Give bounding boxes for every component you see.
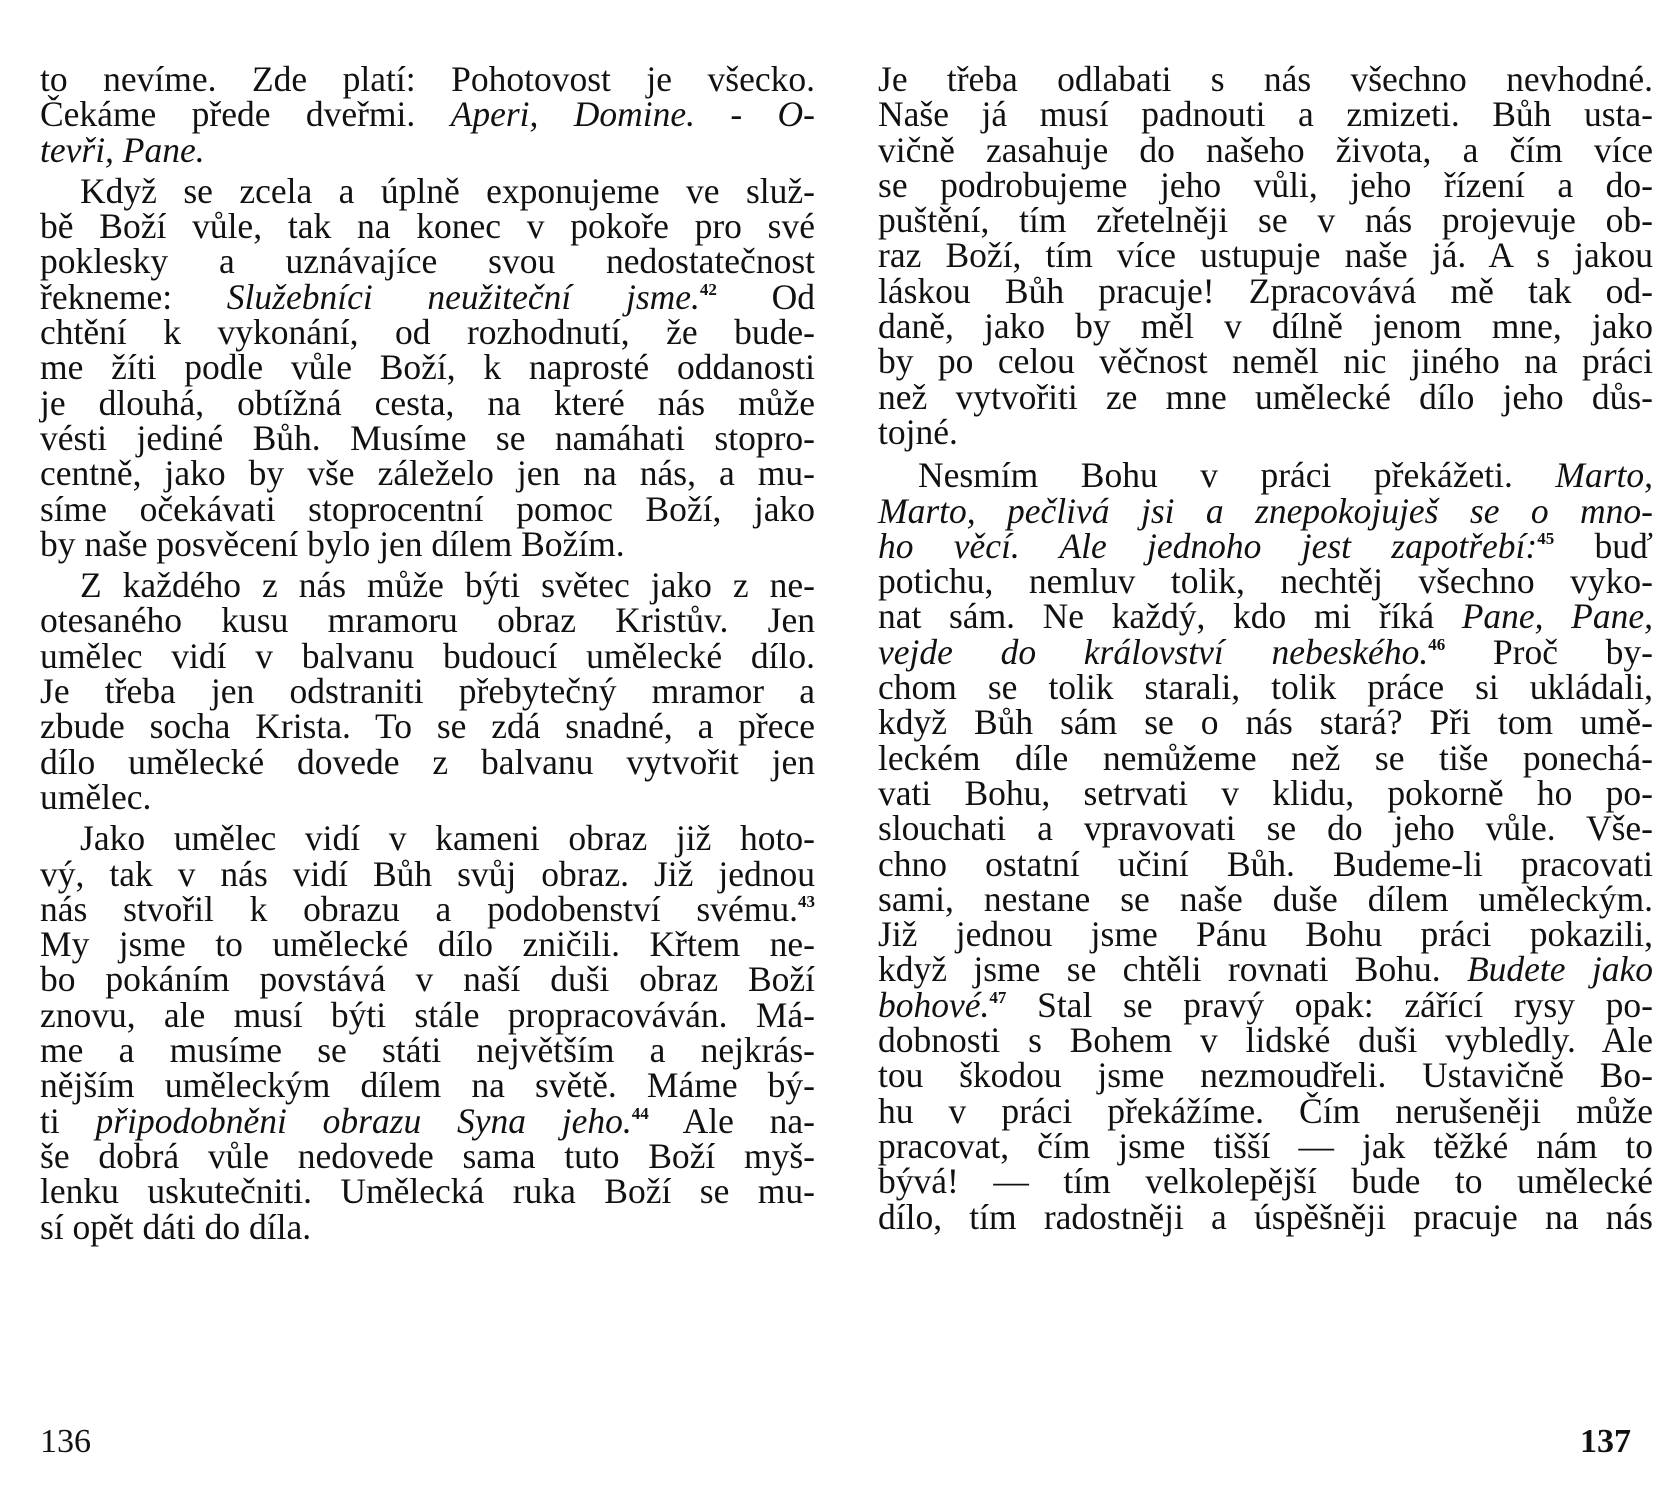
text-line	[40, 1135, 815, 1176]
italic-text: připodobněni obrazu Syna jeho.	[95, 1100, 632, 1141]
text-segment: láskou Bůh pracuje! Zpracovává mě tak od-	[878, 270, 1653, 311]
text-segment: Čekáme přede dveřmi.	[40, 94, 451, 135]
text-line	[878, 914, 1653, 955]
text-segment: ti	[40, 1100, 96, 1141]
text-segment: raz Boží, tím více ustupuje naše já. A s jakou	[878, 235, 1653, 276]
text-line	[40, 170, 815, 211]
text-segment: vésti jediné Bůh. Musíme se namáhati stopro-	[40, 417, 815, 458]
text-segment: bo pokáním povstává v naší duši obraz Boží	[40, 959, 815, 1000]
text-line	[40, 776, 815, 817]
text-line	[40, 818, 815, 859]
text-line	[878, 984, 1653, 1025]
text-segment: bě Boží vůle, tak na konec v pokoře pro své	[40, 206, 815, 247]
text-line	[40, 206, 815, 247]
footnote-ref: 42	[699, 279, 717, 299]
text-segment: znovu, ale musí býti stále propracováván. Má-	[40, 994, 815, 1035]
text-line	[878, 808, 1653, 849]
text-line	[40, 959, 815, 1000]
text-line	[40, 1065, 815, 1106]
left-page-number: 136	[40, 1423, 91, 1460]
footnote-ref: 46	[1428, 634, 1446, 654]
italic-text: vejde do království nebeského.	[878, 631, 1429, 672]
text-segment: hu v práci překážíme. Čím nerušeněji může	[878, 1090, 1653, 1131]
text-segment: tojné.	[878, 411, 958, 452]
text-line	[40, 1100, 815, 1141]
text-line	[878, 376, 1653, 417]
text-segment: buď	[1554, 525, 1653, 566]
text-line	[878, 949, 1653, 990]
text-segment: Je třeba jen odstraniti přebytečný mramor a	[40, 671, 815, 712]
italic-text: Pane, Pane,	[1461, 596, 1653, 637]
text-line	[878, 525, 1653, 566]
text-line	[878, 341, 1653, 382]
text-line	[40, 129, 815, 170]
italic-text: Budete jako	[1466, 949, 1653, 990]
text-segment: Když se zcela a úplně exponujeme ve služ-	[80, 170, 815, 211]
text-line	[40, 706, 815, 747]
text-segment: lenku uskutečniti. Umělecká ruka Boží se mu-	[40, 1171, 815, 1212]
italic-text: ho věcí. Ale jednoho jest zapotřebí:	[878, 525, 1538, 566]
text-segment: dílo umělecké dovede z balvanu vytvořit jen	[40, 741, 815, 782]
text-segment: še dobrá vůle nedovede sama tuto Boží myš-	[40, 1135, 815, 1176]
text-segment: se podrobujeme jeho vůli, jeho řízení a do-	[878, 164, 1653, 205]
text-segment: bývá! — tím velkolepější bude to umělecké	[878, 1161, 1653, 1202]
text-line	[878, 306, 1653, 347]
text-line	[878, 200, 1653, 241]
text-line	[878, 561, 1653, 602]
text-segment: umělec.	[40, 776, 152, 817]
text-line	[40, 312, 815, 353]
text-segment: potichu, nemluv tolik, nechtěj všechno vyko-	[878, 561, 1653, 602]
text-segment: vati Bohu, setrvati v klidu, pokorně ho po-	[878, 772, 1653, 813]
right-page-number: 137	[1580, 1423, 1631, 1460]
text-segment: Od	[716, 276, 815, 317]
text-segment: My jsme to umělecké dílo zničili. Křtem ne-	[40, 924, 815, 965]
footnote-ref: 45	[1537, 528, 1555, 548]
italic-text: Služebníci neužiteční jsme.	[226, 276, 700, 317]
text-segment: Ale na-	[648, 1100, 815, 1141]
text-line	[878, 411, 1653, 452]
footnote-ref: 43	[798, 891, 815, 911]
text-line	[40, 994, 815, 1035]
text-line	[878, 667, 1653, 708]
text-segment: slouchati a vpravovati se do jeho vůle. Vše-	[878, 808, 1653, 849]
text-segment: leckém díle nemůžeme než se tiše ponechá-	[878, 737, 1653, 778]
text-segment: me a musíme se státi největším a nejkrás-	[40, 1030, 815, 1071]
text-line	[878, 455, 1653, 496]
text-segment: nat sám. Ne každý, kdo mi říká	[878, 596, 1462, 637]
text-line	[878, 490, 1653, 531]
text-line	[878, 772, 1653, 813]
text-segment: vý, tak v nás vidí Bůh svůj obraz. Již jednou	[40, 853, 815, 894]
text-segment: Již jednou jsme Pánu Bohu práci pokazili,	[878, 914, 1653, 955]
text-line	[878, 1020, 1653, 1061]
text-line	[878, 1090, 1653, 1131]
text-line	[40, 523, 815, 564]
text-segment: Nesmím Bohu v práci překážeti.	[918, 455, 1556, 496]
text-line	[40, 417, 815, 458]
text-segment: sami, nestane se naše duše dílem uměleckým.	[878, 878, 1653, 919]
italic-text: Marto,	[1555, 455, 1653, 496]
text-line	[40, 276, 815, 317]
text-segment: když Bůh sám se o nás stará? Při tom umě-	[878, 702, 1653, 743]
text-line	[40, 1206, 815, 1247]
text-line	[40, 600, 815, 641]
text-line	[878, 129, 1653, 170]
text-segment: Z každého z nás může býti světec jako z ne-	[80, 565, 815, 606]
text-segment: nějším uměleckým dílem na světě. Máme bý-	[40, 1065, 815, 1106]
text-line	[40, 635, 815, 676]
text-line	[878, 1055, 1653, 1096]
text-line	[40, 347, 815, 388]
text-line	[40, 741, 815, 782]
text-segment: by po celou věčnost neměl nic jiného na práci	[878, 341, 1653, 382]
text-line	[878, 270, 1653, 311]
text-segment: sí opět dáti do díla.	[40, 1206, 312, 1247]
text-segment: pracovat, čím jsme tišší — jak těžké nám to	[878, 1125, 1653, 1166]
text-segment: chno ostatní učiní Bůh. Budeme-li pracovati	[878, 843, 1653, 884]
text-line	[878, 59, 1653, 99]
text-line	[878, 843, 1653, 884]
text-segment: daně, jako by měl v dílně jenom mne, jako	[878, 306, 1653, 347]
text-segment: Stal se pravý opak: zářící rysy po-	[1006, 984, 1653, 1025]
text-line	[40, 924, 815, 965]
text-line	[40, 241, 815, 282]
text-line	[878, 164, 1653, 205]
text-line	[878, 878, 1653, 919]
footnote-ref: 47	[989, 987, 1007, 1007]
text-segment: to nevíme. Zde platí: Pohotovost je všecko.	[40, 59, 815, 99]
footnote-ref: 44	[631, 1103, 649, 1123]
text-line	[40, 888, 815, 929]
text-segment: než vytvořiti ze mne umělecké dílo jeho důs-	[878, 376, 1653, 417]
text-segment: zbude socha Krista. To se zdá snadné, a přece	[40, 706, 815, 747]
text-line	[40, 1030, 815, 1071]
text-segment: řekneme:	[40, 276, 227, 317]
text-line	[40, 453, 815, 494]
text-segment: poklesky a uznávajíce svou nedostatečnost	[40, 241, 815, 282]
text-line	[40, 382, 815, 423]
text-segment: me žíti podle vůle Boží, k naprosté oddanosti	[40, 347, 815, 388]
text-segment: Jako umělec vidí v kameni obraz již hoto-	[80, 818, 815, 859]
text-line	[40, 671, 815, 712]
text-segment: je dlouhá, obtížná cesta, na které nás může	[40, 382, 815, 423]
text-segment: nás stvořil k obrazu a podobenství svému.	[40, 888, 798, 929]
text-segment: centně, jako by vše záleželo jen na nás, a mu-	[40, 453, 815, 494]
text-line	[40, 59, 815, 99]
text-line	[40, 565, 815, 606]
text-line	[40, 488, 815, 529]
italic-text: Aperi, Domine. - O-	[450, 94, 815, 135]
italic-text: Marto, pečlivá jsi a znepokojuješ se o mno-	[878, 490, 1653, 531]
text-segment: když jsme se chtěli rovnati Bohu.	[878, 949, 1467, 990]
text-segment: dílo, tím radostněji a úspěšněji pracuje na nás	[878, 1196, 1653, 1237]
text-line	[878, 702, 1653, 743]
text-line	[40, 94, 815, 135]
left-page-text	[40, 59, 815, 1247]
text-segment: otesaného kusu mramoru obraz Kristův. Jen	[40, 600, 815, 641]
text-segment: Proč by-	[1445, 631, 1653, 672]
text-line	[878, 1161, 1653, 1202]
text-segment: Je třeba odlabati s nás všechno nevhodné.	[878, 59, 1653, 99]
text-segment: by naše posvěcení bylo jen dílem Božím.	[40, 523, 625, 564]
text-segment: puštění, tím zřetelněji se v nás projevuje ob-	[878, 200, 1653, 241]
italic-text: tevři, Pane.	[40, 129, 205, 170]
text-line	[878, 596, 1653, 637]
text-line	[40, 853, 815, 894]
text-segment: chom se tolik starali, tolik práce si ukládali,	[878, 667, 1653, 708]
text-segment: vičně zasahuje do našeho života, a čím více	[878, 129, 1653, 170]
italic-text: bohové.	[878, 984, 990, 1025]
text-line	[40, 1171, 815, 1212]
text-line	[878, 631, 1653, 672]
text-line	[878, 1196, 1653, 1237]
text-segment: tou škodou jsme nezmoudřeli. Ustavičně Bo-	[878, 1055, 1653, 1096]
text-line	[878, 737, 1653, 778]
text-line	[878, 1125, 1653, 1166]
text-segment: dobnosti s Bohem v lidské duši vybledly. Ale	[878, 1020, 1653, 1061]
text-line	[878, 235, 1653, 276]
text-segment: umělec vidí v balvanu budoucí umělecké dílo.	[40, 635, 815, 676]
text-segment: síme očekávati stoprocentní pomoc Boží, jako	[40, 488, 815, 529]
text-line	[878, 94, 1653, 135]
right-page-text	[878, 59, 1653, 1237]
text-segment: Naše já musí padnouti a zmizeti. Bůh usta-	[878, 94, 1653, 135]
text-segment: chtění k vykonání, od rozhodnutí, že bude-	[40, 312, 815, 353]
